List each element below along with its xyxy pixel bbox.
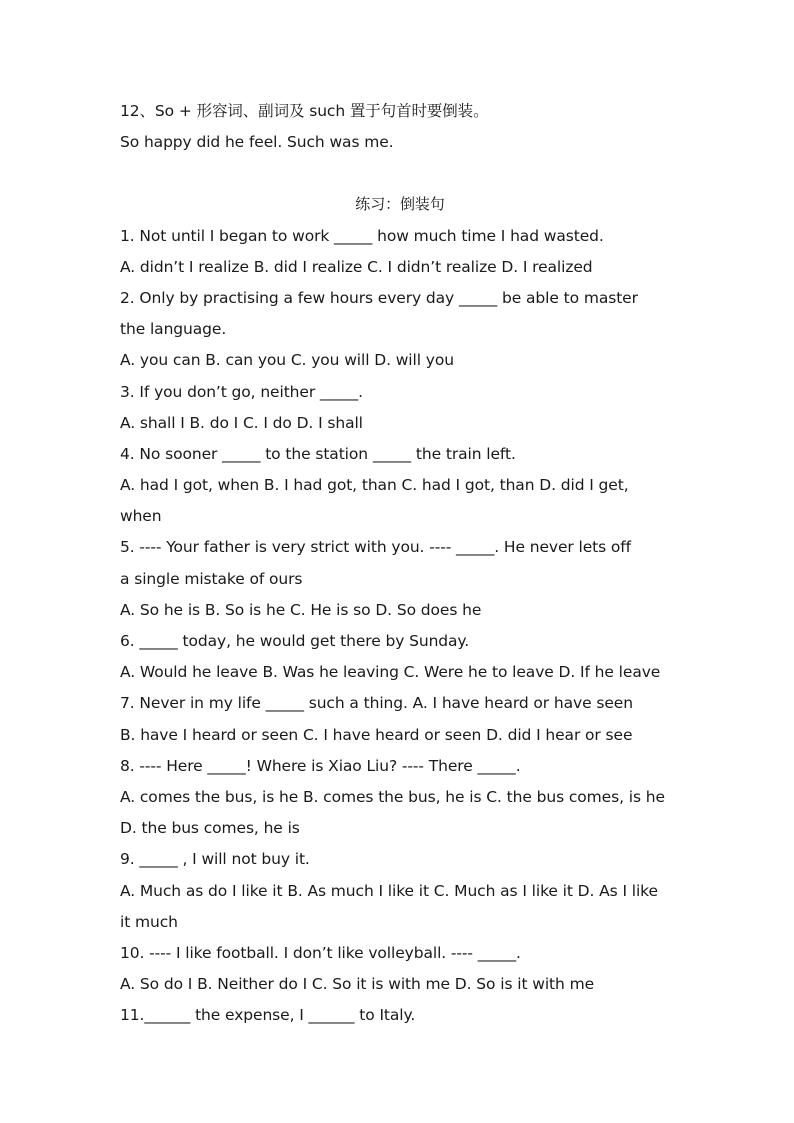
exercise-line: 8. ---- Here _____! Where is Xiao Liu? ---- There _____. [120,756,521,775]
exercise-line: A. So do I B. Neither do I C. So it is with me D. So is it with me [120,975,595,994]
exercise-line: 10. ---- I like football. I don’t like volleyball. ---- _____. [120,943,521,962]
exercise-line: it much [120,912,178,931]
exercise-line: 9. _____ , I will not buy it. [120,850,310,869]
exercise-line: 2. Only by practising a few hours every day _____ be able to master [120,288,638,307]
exercise-line: 3. If you don’t go, neither _____. [120,382,364,401]
exercise-line: 11.______ the expense, I ______ to Italy. [120,1006,416,1025]
exercise-line: 4. No sooner _____ to the station _____ the train left. [120,444,516,463]
exercise-line: A. didn’t I realize B. did I realize C. I didn’t realize D. I realized [120,257,593,276]
exercise-line: A. you can B. can you C. you will D. will you [120,351,454,370]
exercise-line: 5. ---- Your father is very strict with you. ---- _____. He never lets off [120,538,632,557]
exercise-line: A. So he is B. So is he C. He is so D. So does he [120,600,482,619]
exercise-line: B. have I heard or seen C. I have heard or seen D. did I hear or see [120,725,633,744]
exercise-line: A. had I got, when B. I had got, than C. had I got, than D. did I get, [120,476,629,495]
exercise-line: 6. _____ today, he would get there by Sunday. [120,632,470,650]
document-page [120,96,680,1031]
exercise-line: 1. Not until I began to work _____ how much time I had wasted. [120,226,604,245]
exercise-line: A. Much as do I like it B. As much I like it C. Much as I like it D. As I like [120,881,658,900]
exercise-line: A. shall I B. do I C. I do D. I shall [120,413,363,432]
exercise-line: the language. [120,320,227,339]
rule-heading: 12、So + 形容词、副词及 such 置于句首时要倒装。 [120,102,489,120]
exercise-title: 练习：倒装句 [355,195,445,214]
exercise-line: 7. Never in my life _____ such a thing. A. I have heard or have seen [120,694,633,713]
exercise-line: when [120,507,162,526]
exercise-line: D. the bus comes, he is [120,819,300,838]
exercise-line: A. comes the bus, is he B. comes the bus, he is C. the bus comes, is he [120,787,665,806]
exercise-line: a single mistake of ours [120,569,303,588]
exercise-line: A. Would he leave B. Was he leaving C. Were he to leave D. If he leave [120,663,661,682]
rule-example: So happy did he feel. Such was me. [120,133,394,152]
spacer [120,158,680,189]
